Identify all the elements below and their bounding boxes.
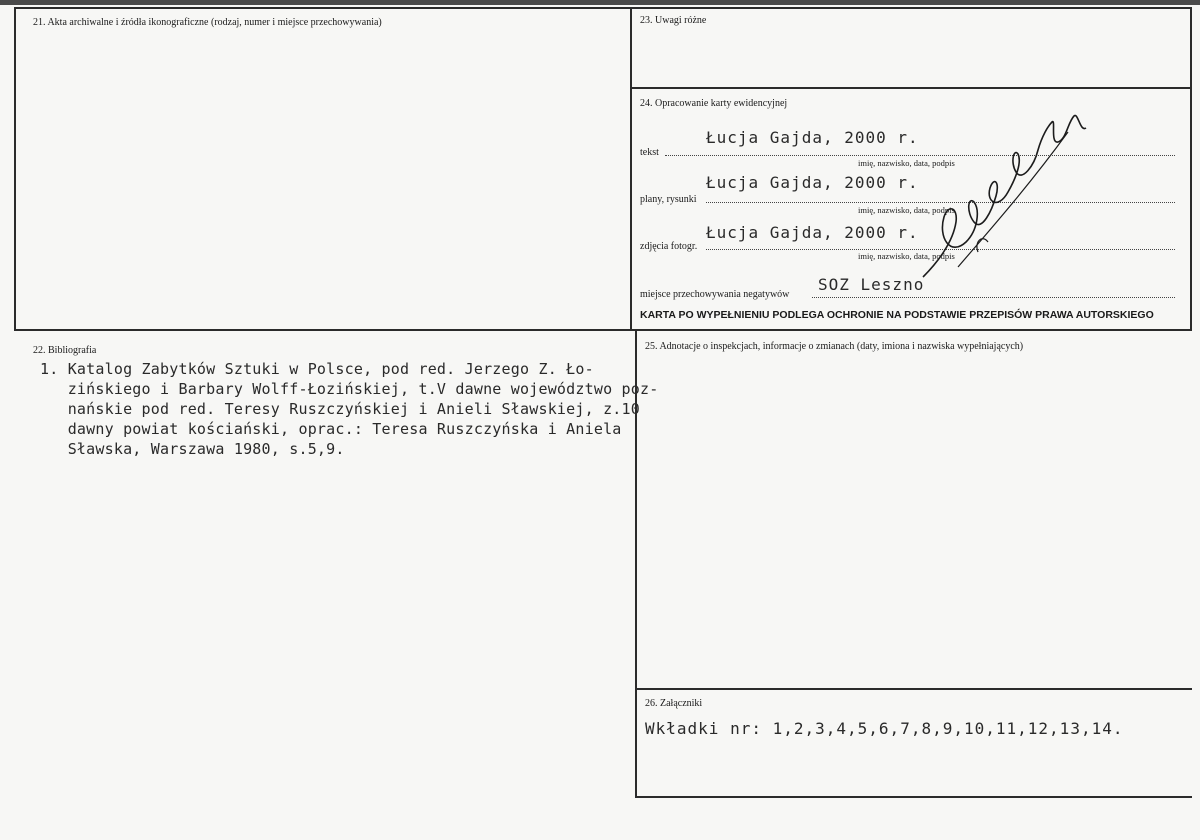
plany-label: plany, rysunki bbox=[640, 194, 697, 205]
section-22-label: 22. Bibliografia bbox=[33, 345, 97, 356]
attachments-value: Wkładki nr: 1,2,3,4,5,6,7,8,9,10,11,12,13,14. bbox=[645, 719, 1124, 738]
tekst-label: tekst bbox=[640, 147, 659, 158]
zdjecia-hint: imię, nazwisko, data, podpis bbox=[858, 251, 955, 261]
zdjecia-label: zdjęcia fotogr. bbox=[640, 241, 698, 252]
signature-icon bbox=[918, 92, 1098, 292]
bibliography-line: 1. Katalog Zabytków Sztuki w Polsce, pod red. Jerzego Z. Ło- bbox=[40, 360, 594, 378]
divider-bottom bbox=[635, 796, 1192, 798]
tekst-hint: imię, nazwisko, data, podpis bbox=[858, 158, 955, 168]
miejsce-label: miejsce przechowywania negatywów bbox=[640, 289, 790, 300]
section-21-label: 21. Akta archiwalne i źródła ikonograficzne (rodzaj, numer i miejsce przechowywania) bbox=[33, 17, 382, 28]
divider-23-24 bbox=[630, 87, 1192, 89]
bibliography-line: dawny powiat kościański, oprac.: Teresa Ruszczyńska i Aniela bbox=[40, 420, 622, 438]
tekst-value: Łucja Gajda, 2000 r. bbox=[706, 128, 919, 147]
bibliography-line: Sławska, Warszawa 1980, s.5,9. bbox=[40, 440, 345, 458]
section-25-label: 25. Adnotacje o inspekcjach, informacje o zmianach (daty, imiona i nazwiska wypełniających) bbox=[645, 341, 1024, 352]
bibliography-line: nańskie pod red. Teresy Ruszczyńskiej i Anieli Sławskiej, z.10 bbox=[40, 400, 640, 418]
divider-middle-upper bbox=[630, 7, 632, 330]
zdjecia-value: Łucja Gajda, 2000 r. bbox=[706, 223, 919, 242]
divider-left bbox=[14, 7, 16, 330]
bibliography-line: zińskiego i Barbary Wolff-Łozińskiej, t.V dawne województwo poz- bbox=[40, 380, 659, 398]
miejsce-value: SOZ Leszno bbox=[818, 275, 925, 294]
divider-top bbox=[14, 7, 1192, 9]
plany-hint: imię, nazwisko, data, podpis bbox=[858, 205, 955, 215]
section-26-label: 26. Załączniki bbox=[645, 698, 703, 709]
top-edge bbox=[0, 0, 1200, 5]
plany-value: Łucja Gajda, 2000 r. bbox=[706, 173, 919, 192]
divider-right bbox=[1190, 7, 1192, 330]
section-23-label: 23. Uwagi różne bbox=[640, 15, 707, 26]
divider-upper-lower bbox=[14, 329, 1192, 331]
section-24-label: 24. Opracowanie karty ewidencyjnej bbox=[640, 98, 788, 109]
miejsce-line bbox=[812, 297, 1175, 298]
copyright-notice: KARTA PO WYPEŁNIENIU PODLEGA OCHRONIE NA PODSTAWIE PRZEPISÓW PRAWA AUTORSKIEGO bbox=[640, 309, 1154, 321]
divider-25-26 bbox=[635, 688, 1192, 690]
